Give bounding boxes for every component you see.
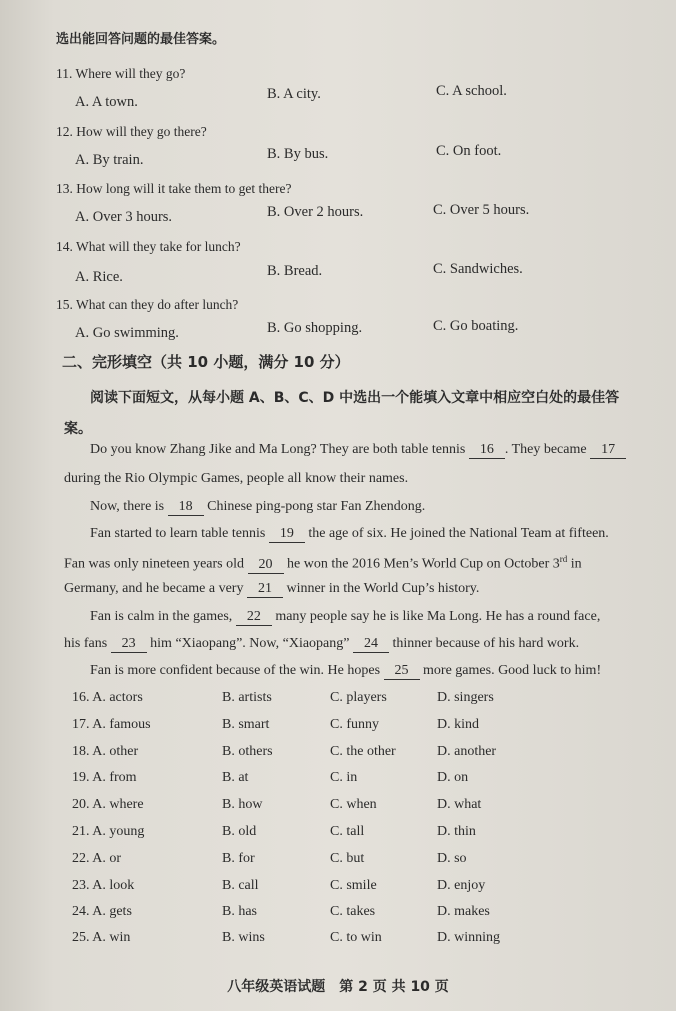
passage-line-2: during the Rio Olympic Games, people all know their names. bbox=[64, 471, 409, 486]
opt-20c: C. when bbox=[330, 797, 377, 812]
blank-21: 21 bbox=[247, 581, 283, 598]
opt-23d: D. enjoy bbox=[437, 878, 486, 893]
opt-20d: D. what bbox=[437, 797, 482, 812]
opt-23b: B. call bbox=[222, 878, 259, 893]
q15-option-b: B. Go shopping. bbox=[267, 320, 363, 336]
q14-option-b: B. Bread. bbox=[267, 263, 323, 279]
opt-17a: 17. A. famous bbox=[72, 717, 151, 732]
opt-18d: D. another bbox=[437, 744, 497, 759]
page-footer: 八年级英语试题 第 2 页 共 10 页 bbox=[227, 979, 449, 995]
opt-19b: B. at bbox=[222, 770, 249, 785]
question-14: 14. What will they take for lunch? bbox=[56, 239, 241, 254]
q11-option-b: B. A city. bbox=[267, 86, 321, 102]
opt-24b: B. has bbox=[222, 904, 257, 919]
blank-18: 18 bbox=[168, 499, 204, 516]
opt-17d: D. kind bbox=[437, 717, 479, 732]
q13-option-a: A. Over 3 hours. bbox=[75, 209, 173, 225]
opt-22b: B. for bbox=[222, 851, 255, 866]
opt-16b: B. artists bbox=[222, 690, 272, 705]
opt-20b: B. how bbox=[222, 797, 263, 812]
opt-23a: 23. A. look bbox=[72, 878, 135, 893]
blank-22: 22 bbox=[236, 609, 272, 626]
q12-option-c: C. On foot. bbox=[436, 143, 502, 159]
passage-line-3: Now, there is 18 Chinese ping-pong star Fan Zhendong. bbox=[90, 499, 426, 514]
opt-18b: B. others bbox=[222, 744, 273, 759]
opt-16a: 16. A. actors bbox=[72, 690, 143, 705]
opt-18c: C. the other bbox=[330, 744, 396, 759]
opt-18a: 18. A. other bbox=[72, 744, 139, 759]
opt-17b: B. smart bbox=[222, 717, 270, 732]
opt-16d: D. singers bbox=[437, 690, 494, 705]
opt-16c: C. players bbox=[330, 690, 387, 705]
question-13: 13. How long will it take them to get there? bbox=[56, 181, 292, 196]
q12-option-b: B. By bus. bbox=[267, 146, 329, 162]
section-2-title: 二、完形填空（共 10 小题，满分 10 分） bbox=[62, 353, 350, 371]
section-2-instruction: 阅读下面短文，从每小题 A、B、C、D 中选出一个能填入文章中相应空白处的最佳答 bbox=[90, 390, 620, 406]
q14-option-c: C. Sandwiches. bbox=[433, 261, 523, 277]
opt-25d: D. winning bbox=[437, 930, 500, 945]
opt-25c: C. to win bbox=[330, 930, 382, 945]
passage-line-6: Germany, and he became a very 21 winner in the World Cup’s history. bbox=[64, 581, 480, 596]
passage-line-9: Fan is more confident because of the win. He hopes 25 more games. Good luck to him! bbox=[90, 663, 602, 678]
passage-line-8: his fans 23 him “Xiaopang”. Now, “Xiaopang” 24 thinner because of his hard work. bbox=[64, 636, 580, 651]
q14-option-a: A. Rice. bbox=[75, 269, 123, 285]
listening-instruction: 选出能回答问题的最佳答案。 bbox=[56, 32, 226, 47]
opt-22a: 22. A. or bbox=[72, 851, 121, 866]
opt-21a: 21. A. young bbox=[72, 824, 145, 839]
blank-23: 23 bbox=[111, 636, 147, 653]
opt-22c: C. but bbox=[330, 851, 365, 866]
q13-option-c: C. Over 5 hours. bbox=[433, 202, 530, 218]
opt-20a: 20. A. where bbox=[72, 797, 144, 812]
opt-23c: C. smile bbox=[330, 878, 377, 893]
passage-line-1: Do you know Zhang Jike and Ma Long? They are both table tennis 16 . They became 17 bbox=[90, 442, 626, 459]
q11-option-c: C. A school. bbox=[436, 83, 507, 99]
passage-line-4: Fan started to learn table tennis 19 the age of six. He joined the National Team at fifteen. bbox=[90, 526, 609, 541]
passage-line-5: Fan was only nineteen years old 20 he won the 2016 Men’s World Cup on October 3rd in bbox=[64, 554, 582, 572]
opt-22d: D. so bbox=[437, 851, 467, 866]
passage-line-7: Fan is calm in the games, 22 many people say he is like Ma Long. He has a round face, bbox=[90, 609, 601, 624]
opt-24a: 24. A. gets bbox=[72, 904, 132, 919]
question-12: 12. How will they go there? bbox=[56, 124, 207, 139]
opt-21b: B. old bbox=[222, 824, 257, 839]
opt-21d: D. thin bbox=[437, 824, 476, 839]
section-2-instruction-cont: 案。 bbox=[64, 421, 92, 437]
question-15: 15. What can they do after lunch? bbox=[56, 297, 239, 312]
opt-21c: C. tall bbox=[330, 824, 365, 839]
opt-19c: C. in bbox=[330, 770, 358, 785]
opt-17c: C. funny bbox=[330, 717, 379, 732]
opt-25a: 25. A. win bbox=[72, 930, 131, 945]
q11-option-a: A. A town. bbox=[75, 94, 138, 110]
opt-24d: D. makes bbox=[437, 904, 490, 919]
q15-option-a: A. Go swimming. bbox=[75, 325, 179, 341]
blank-17: 17 bbox=[590, 442, 626, 459]
opt-25b: B. wins bbox=[222, 930, 265, 945]
question-11: 11. Where will they go? bbox=[56, 66, 186, 81]
opt-19d: D. on bbox=[437, 770, 469, 785]
blank-25: 25 bbox=[384, 663, 420, 680]
opt-19a: 19. A. from bbox=[72, 770, 137, 785]
q15-option-c: C. Go boating. bbox=[433, 318, 519, 334]
blank-16: 16 bbox=[469, 442, 505, 459]
opt-24c: C. takes bbox=[330, 904, 376, 919]
blank-19: 19 bbox=[269, 526, 305, 543]
blank-24: 24 bbox=[353, 636, 389, 653]
q12-option-a: A. By train. bbox=[75, 152, 144, 168]
q13-option-b: B. Over 2 hours. bbox=[267, 204, 364, 220]
blank-20: 20 bbox=[248, 557, 284, 574]
